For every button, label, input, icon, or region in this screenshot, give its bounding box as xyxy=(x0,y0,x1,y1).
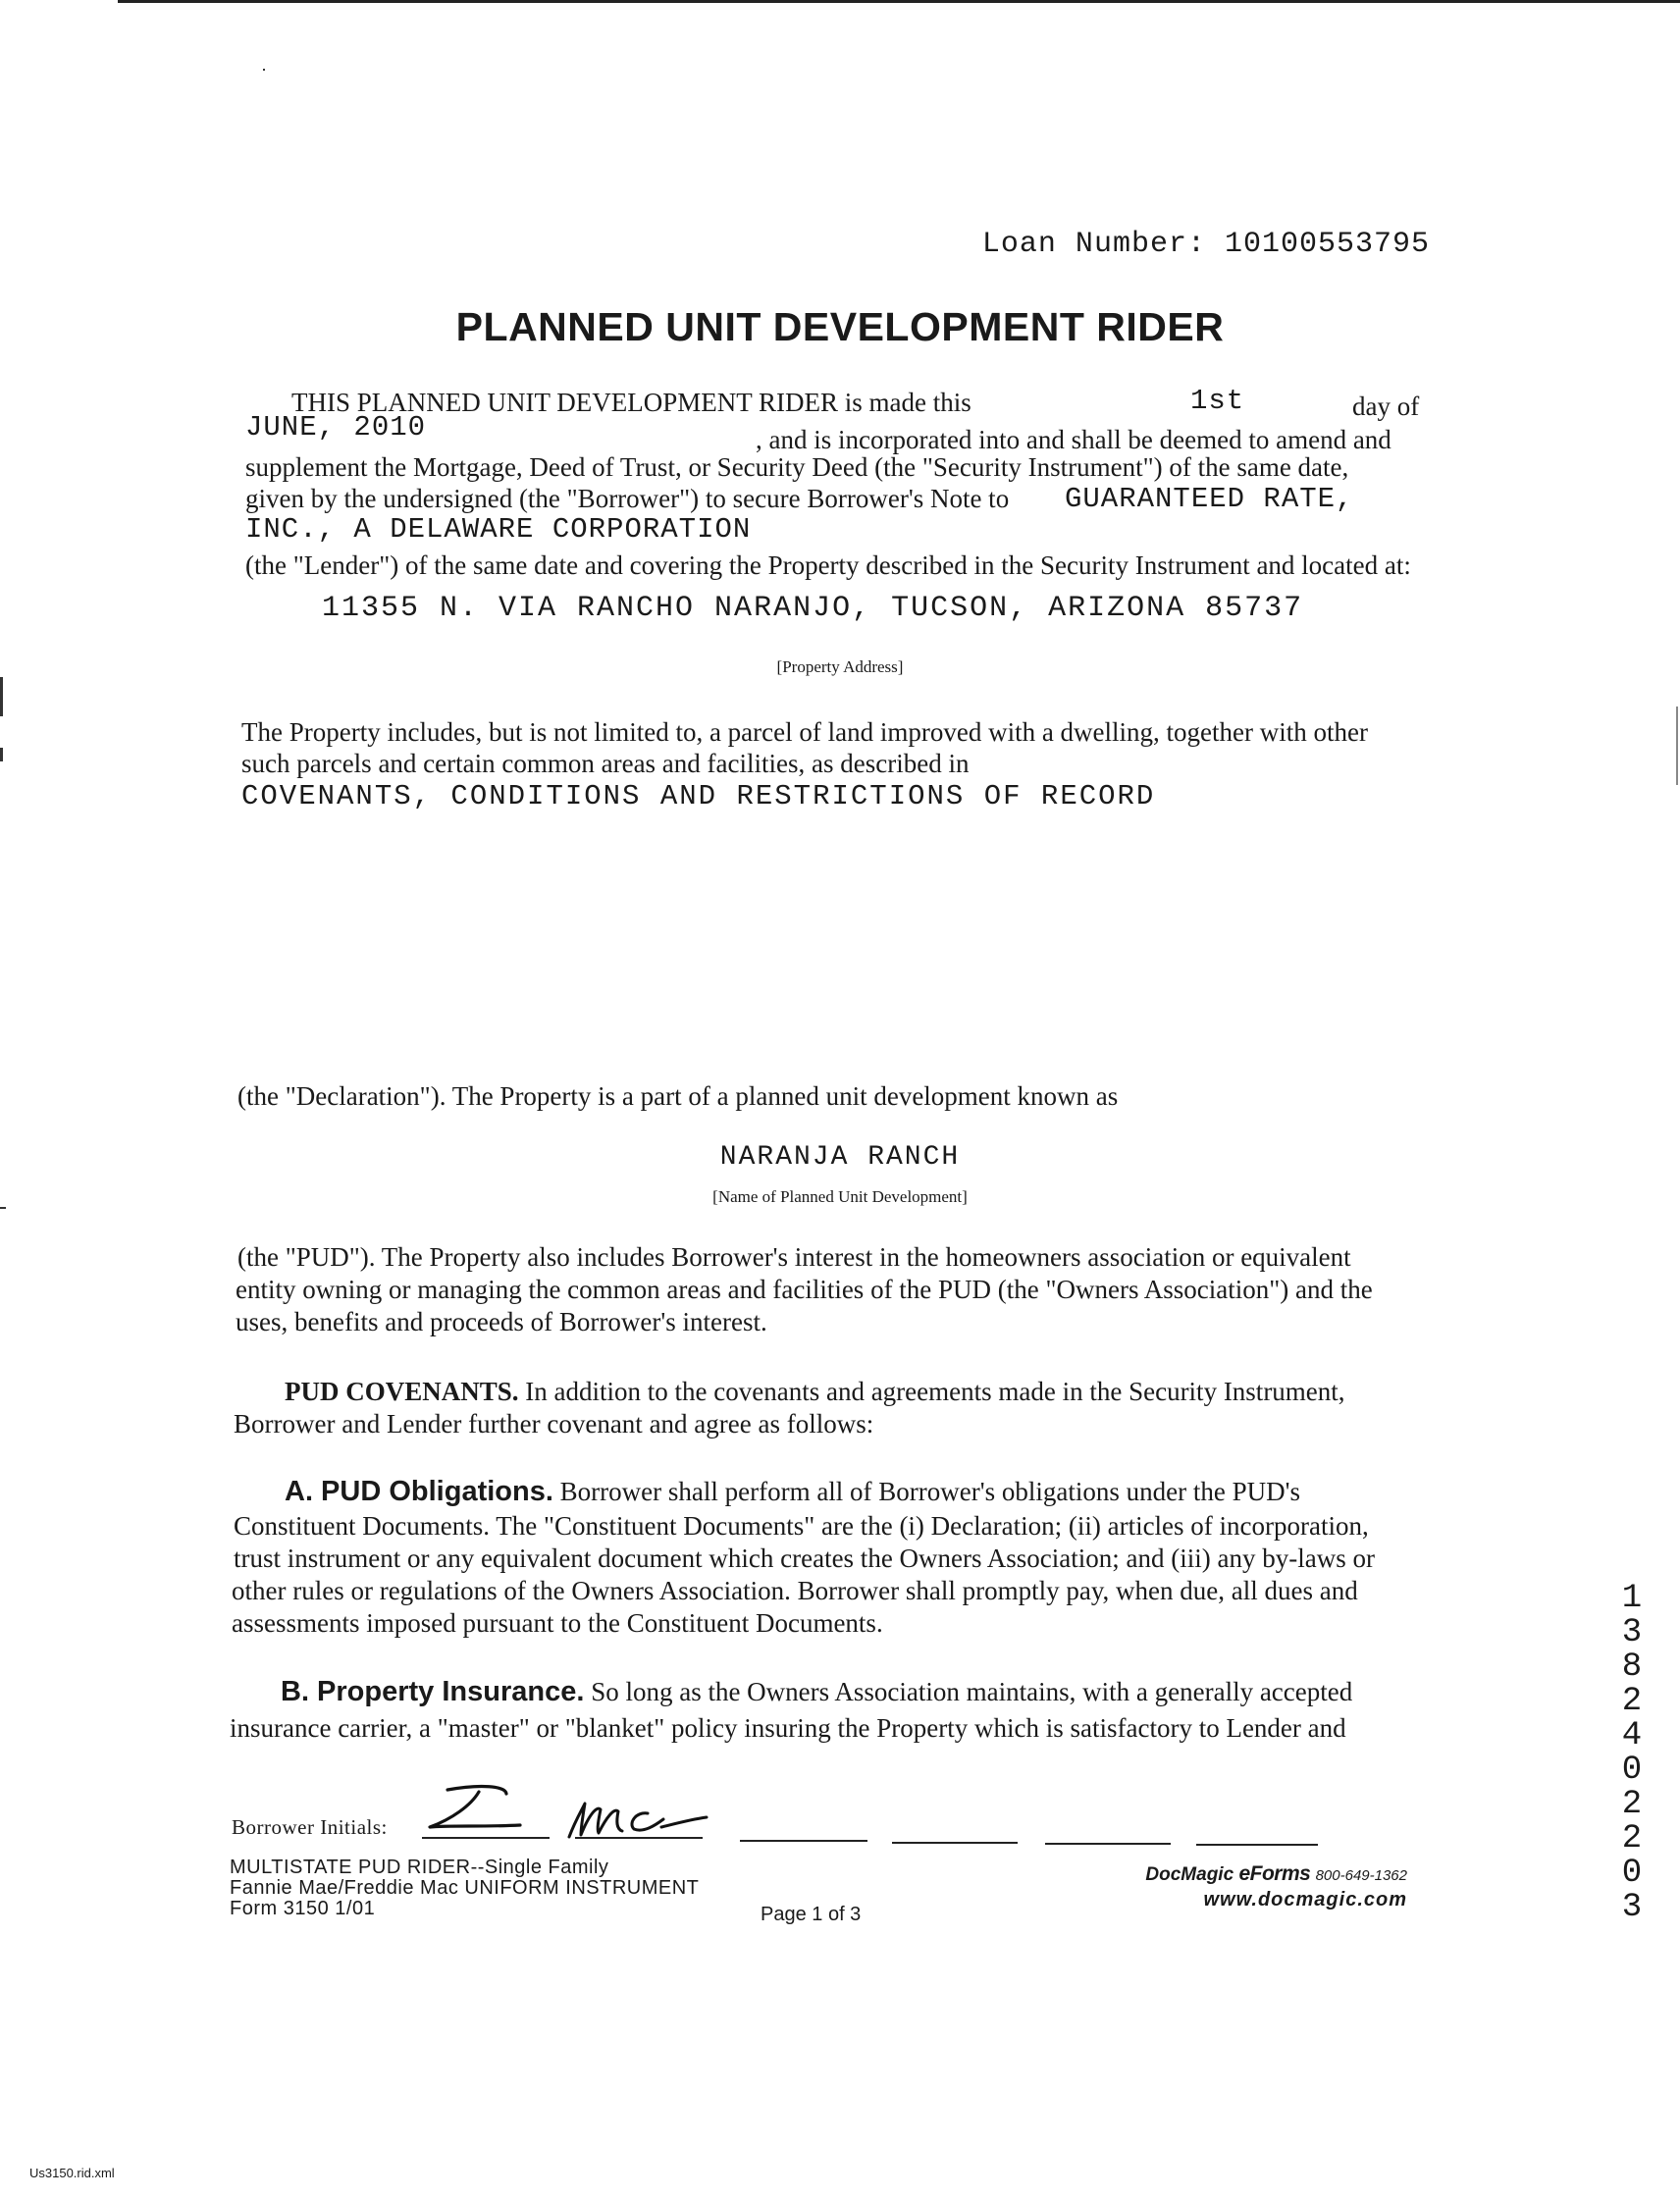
docmagic-brand: DocMagic xyxy=(1145,1864,1234,1885)
margin-digit: 0 xyxy=(1621,1752,1643,1789)
intro-lender-fill-2: INC., A DELAWARE CORPORATION xyxy=(245,513,752,546)
docmagic-website: www.docmagic.com xyxy=(1203,1889,1407,1910)
scan-edge-mark xyxy=(1676,706,1678,785)
file-name: Us3150.rid.xml xyxy=(29,2166,115,2180)
section-b-line-2: insurance carrier, a "master" or "blanket" policy insuring the Property which is satisfactory to Lender and xyxy=(230,1713,1346,1743)
section-a-line-1 xyxy=(285,1476,1300,1507)
footer-form-info xyxy=(230,1858,699,1919)
footer-brand-line xyxy=(1145,1862,1407,1888)
covenants-line-1-rest: In addition to the covenants and agreements made in the Security Instrument, xyxy=(525,1377,1345,1406)
section-a-line-1-rest: Borrower shall perform all of Borrower's obligations under the PUD's xyxy=(559,1477,1300,1506)
borrower-initials-label: Borrower Initials: xyxy=(232,1815,388,1839)
covenants-line-2: Borrower and Lender further covenant and agree as follows: xyxy=(234,1409,874,1439)
section-a-line-3: trust instrument or any equivalent document which creates the Owners Association; and (iii) any by-laws or xyxy=(234,1544,1375,1573)
covenants-line-1 xyxy=(285,1376,1345,1407)
initials-line-4 xyxy=(892,1842,1018,1844)
margin-digit: 2 xyxy=(1621,1820,1643,1858)
margin-digit: 2 xyxy=(1621,1683,1643,1720)
footer-form-line-3: Form 3150 1/01 xyxy=(230,1898,376,1919)
margin-digit: 3 xyxy=(1621,1614,1643,1651)
includes-line-2: such parcels and certain common areas and facilities, as described in xyxy=(241,749,970,778)
property-address: 11355 N. VIA RANCHO NARANJO, TUCSON, ARIZONA 85737 xyxy=(322,592,1304,625)
eforms-logo: eForms xyxy=(1238,1862,1311,1885)
intro-line-6: (the "Lender") of the same date and covering the Property described in the Security Instrument and located at: xyxy=(245,550,1411,580)
page-number: Page 1 of 3 xyxy=(761,1904,862,1925)
intro-line-1a: THIS PLANNED UNIT DEVELOPMENT RIDER is made this xyxy=(291,388,971,417)
scan-edge-mark xyxy=(0,1207,6,1209)
footer-form-line-1: MULTISTATE PUD RIDER--Single Family xyxy=(230,1857,609,1878)
pud-name-caption: [Name of Planned Unit Development] xyxy=(712,1187,968,1206)
section-a-line-2: Constituent Documents. The "Constituent Documents" are the (i) Declaration; (ii) articles of incorporation, xyxy=(234,1511,1369,1541)
footer-docmagic xyxy=(1145,1862,1407,1911)
document-title: PLANNED UNIT DEVELOPMENT RIDER xyxy=(455,304,1225,349)
intro-line-3: supplement the Mortgage, Deed of Trust, or Security Deed (the "Security Instrument") of the same date, xyxy=(245,452,1349,482)
initials-signature-1-icon xyxy=(430,1787,520,1827)
initials-signature-2-icon xyxy=(569,1804,707,1837)
section-b-label: B. Property Insurance. xyxy=(281,1676,585,1707)
intro-lender-fill-1: GUARANTEED RATE, xyxy=(1065,483,1354,515)
section-a-line-4: other rules or regulations of the Owners Association. Borrower shall promptly pay, when due, all dues and xyxy=(232,1576,1358,1605)
initials-line-1 xyxy=(422,1837,550,1839)
property-address-caption: [Property Address] xyxy=(776,657,904,676)
intro-line-4: given by the undersigned (the "Borrower") to secure Borrower's Note to xyxy=(245,484,1010,513)
margin-digit: 8 xyxy=(1621,1648,1643,1686)
pud-name: NARANJA RANCH xyxy=(719,1142,961,1173)
intro-line-2b: , and is incorporated into and shall be deemed to amend and xyxy=(756,425,1391,454)
declaration-name-fill: COVENANTS, CONDITIONS AND RESTRICTIONS OF RECORD xyxy=(241,780,1156,812)
intro-line-1b: day of xyxy=(1352,392,1420,421)
margin-digit: 3 xyxy=(1621,1889,1643,1926)
intro-day-fill: 1st xyxy=(1190,385,1245,417)
covenants-heading: PUD COVENANTS. xyxy=(285,1377,519,1406)
footer-form-line-2: Fannie Mae/Freddie Mac UNIFORM INSTRUMENT xyxy=(230,1877,700,1899)
pud-line-1: (the "PUD"). The Property also includes Borrower's interest in the homeowners association or equivalent xyxy=(237,1242,1351,1272)
loan-number: Loan Number: 10100553795 xyxy=(981,228,1430,261)
scan-edge-mark xyxy=(0,748,3,761)
initials-line-3 xyxy=(740,1840,867,1842)
initials-line-2 xyxy=(575,1837,703,1839)
includes-line-1: The Property includes, but is not limited to, a parcel of land improved with a dwelling, together with other xyxy=(241,717,1368,747)
intro-date-fill: JUNE, 2010 xyxy=(245,411,427,444)
margin-digit: 0 xyxy=(1621,1855,1643,1892)
docmagic-phone: 800-649-1362 xyxy=(1315,1867,1407,1884)
section-b-line-1-rest: So long as the Owners Association maintains, with a generally accepted xyxy=(591,1677,1353,1706)
pud-line-3: uses, benefits and proceeds of Borrower's interest. xyxy=(236,1307,767,1336)
section-a-line-5: assessments imposed pursuant to the Constituent Documents. xyxy=(232,1608,883,1638)
section-b-line-1 xyxy=(281,1676,1352,1707)
margin-recording-number xyxy=(1617,1582,1647,1925)
margin-digit: 1 xyxy=(1621,1580,1643,1617)
scan-speck xyxy=(263,69,265,71)
initials-line-5 xyxy=(1045,1843,1171,1845)
declaration-line: (the "Declaration"). The Property is a part of a planned unit development known as xyxy=(237,1081,1119,1111)
margin-digit: 4 xyxy=(1621,1717,1643,1754)
pud-line-2: entity owning or managing the common areas and facilities of the PUD (the "Owners Association") and the xyxy=(236,1275,1373,1304)
margin-digit: 2 xyxy=(1621,1786,1643,1823)
initials-line-6 xyxy=(1196,1844,1318,1846)
scan-edge-mark xyxy=(0,677,3,716)
section-a-label: A. PUD Obligations. xyxy=(285,1476,553,1507)
page-top-border xyxy=(118,0,1680,3)
borrower-initials-signatures xyxy=(412,1776,746,1855)
